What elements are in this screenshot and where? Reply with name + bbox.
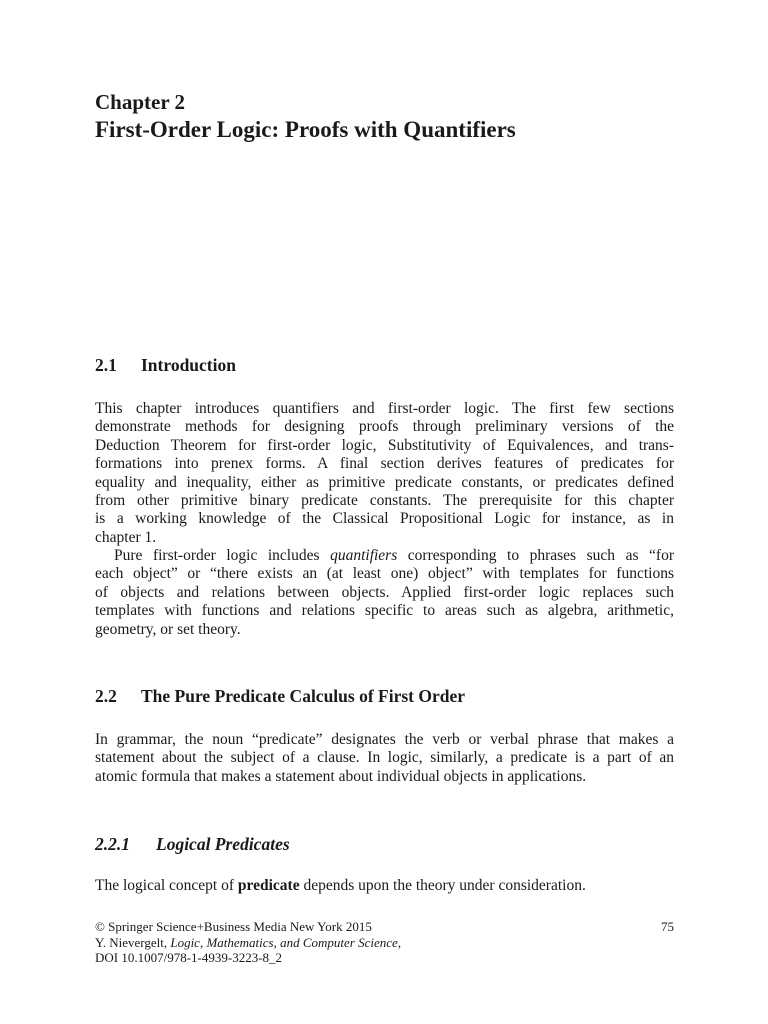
text-segment: Pure first-order logic includes (114, 547, 331, 564)
text-line: demonstrate methods for designing proofs through preliminary versions of the (95, 418, 674, 436)
intro-paragraph-1 (95, 400, 674, 547)
text-line: atomic formula that makes a statement about individual objects in applications. (95, 767, 587, 785)
text-line: is a working knowledge of the Classical Propositional Logic for instance, as in (95, 510, 674, 528)
section-number: 2.1 (95, 355, 117, 375)
emphasis-quantifiers: quantifiers (330, 547, 398, 564)
subsection-title: Logical Predicates (156, 834, 290, 854)
text-segment: corresponding to phrases such as “for (397, 547, 675, 564)
author-name: Y. Nievergelt, (95, 934, 171, 950)
section-heading-pure-predicate-calculus (95, 685, 465, 707)
text-line: templates with functions and relations specific to areas such as algebra, arithmetic, (95, 602, 674, 620)
logical-predicate-paragraph (95, 877, 674, 895)
book-title: Logic, Mathematics, and Computer Science (170, 934, 398, 950)
text-line: In grammar, the noun “predicate” designates the verb or verbal phrase that makes a (95, 731, 674, 748)
text-segment: The logical concept of (95, 877, 238, 894)
chapter-label: Chapter 2 (95, 90, 186, 114)
text-line: chapter 1. (95, 528, 157, 546)
subsection-heading-logical-predicates (95, 833, 290, 855)
page-number: 75 (661, 919, 674, 934)
chapter-title: First-Order Logic: Proofs with Quantifiers (95, 117, 516, 142)
text-line: from other primitive binary predicate constants. The prerequisite for this chapter (95, 491, 674, 509)
section-number: 2.2 (95, 686, 117, 706)
text-line (95, 877, 674, 895)
doi-text: DOI 10.1007/978-1-4939-3223-8_2 (95, 950, 283, 965)
text-line: Deduction Theorem for first-order logic, Substitutivity of Equivalences, and trans- (95, 436, 674, 454)
text-line: each object” or “there exists an (at least one) object” with templates for functions (95, 565, 674, 583)
page-footer (95, 919, 674, 966)
text-segment: depends upon the theory under consideration. (299, 877, 586, 894)
intro-paragraph-2 (95, 547, 674, 639)
section-title: Introduction (141, 355, 236, 375)
text-line: equality and inequality, either as primitive predicate constants, or predicates defined (95, 473, 674, 491)
text-line: of objects and relations between objects. Applied first-order logic replaces such (95, 583, 674, 601)
copyright-notice: © Springer Science+Business Media New York 2015 (95, 919, 372, 934)
text-line (95, 547, 674, 565)
footer-row (95, 950, 674, 966)
footer-row (95, 919, 674, 935)
text-line: statement about the subject of a clause. In logic, similarly, a predicate is a part of an (95, 749, 674, 767)
section-heading-introduction (95, 354, 236, 376)
text-line: This chapter introduces quantifiers and first-order logic. The first few sections (95, 400, 674, 417)
subsection-number: 2.2.1 (95, 834, 130, 854)
text-line: geometry, or set theory. (95, 620, 241, 638)
section-title: The Pure Predicate Calculus of First Order (141, 686, 466, 706)
predicate-paragraph (95, 731, 674, 786)
bold-term-predicate: predicate (237, 877, 300, 894)
book-title-suffix: , (397, 934, 402, 950)
text-line: formations into prenex forms. A final section derives features of predicates for (95, 455, 674, 473)
footer-row (95, 935, 674, 951)
